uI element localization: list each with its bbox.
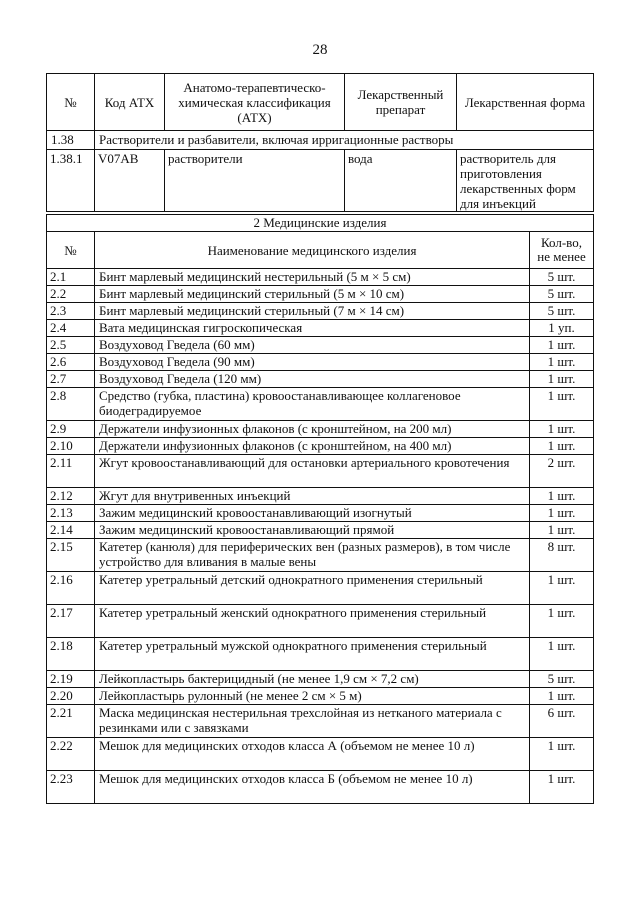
row-qty: 1 шт. — [530, 688, 594, 705]
row-name: Катетер уретральный женский однократного применения стерильный — [95, 605, 530, 638]
header-qty — [530, 232, 594, 269]
row-num: 2.16 — [47, 572, 95, 605]
header-qty-line2: не менее — [537, 249, 586, 264]
row-name: Маска медицинская нестерильная трехслойная из нетканого материала с резинками или с завязками — [95, 705, 530, 738]
row-qty: 6 шт. — [530, 705, 594, 738]
med-header-row — [47, 232, 594, 269]
table-row — [47, 605, 594, 638]
row-qty: 1 шт. — [530, 388, 594, 421]
row-qty: 1 шт. — [530, 522, 594, 539]
atx-section-row — [47, 131, 594, 150]
row-qty: 8 шт. — [530, 539, 594, 572]
table-row — [47, 354, 594, 371]
header-name: Наименование медицинского изделия — [95, 232, 530, 269]
row-qty: 1 шт. — [530, 572, 594, 605]
row-num: 2.8 — [47, 388, 95, 421]
row-name: Держатели инфузионных флаконов (с кронштейном, на 400 мл) — [95, 438, 530, 455]
table-row — [47, 320, 594, 337]
table-row — [47, 438, 594, 455]
table-row — [47, 539, 594, 572]
row-name: Воздуховод Гведела (90 мм) — [95, 354, 530, 371]
row-name: Лейкопластырь рулонный (не менее 2 см × 5 м) — [95, 688, 530, 705]
table-row — [47, 738, 594, 771]
row-name: Мешок для медицинских отходов класса А (объемом не менее 10 л) — [95, 738, 530, 771]
table-row — [47, 303, 594, 320]
row-name: Мешок для медицинских отходов класса Б (объемом не менее 10 л) — [95, 771, 530, 804]
header-atx-code: Код АТХ — [95, 74, 165, 131]
table-row — [47, 337, 594, 354]
atx-header-row — [47, 74, 594, 131]
row-form: растворитель для приготовления лекарственных форм для инъекций — [457, 150, 594, 212]
row-qty: 1 шт. — [530, 505, 594, 522]
row-qty: 5 шт. — [530, 671, 594, 688]
row-qty: 1 шт. — [530, 354, 594, 371]
table-row — [47, 488, 594, 505]
row-num: 2.4 — [47, 320, 95, 337]
row-name: Зажим медицинский кровоостанавливающий изогнутый — [95, 505, 530, 522]
row-num: 2.3 — [47, 303, 95, 320]
row-qty: 1 шт. — [530, 337, 594, 354]
row-num: 2.19 — [47, 671, 95, 688]
row-name: Катетер (канюля) для периферических вен (разных размеров), в том числе устройство для вливания в малые вены — [95, 539, 530, 572]
row-name: Бинт марлевый медицинский стерильный (5 м × 10 см) — [95, 286, 530, 303]
row-num: 2.6 — [47, 354, 95, 371]
table-row — [47, 455, 594, 488]
row-name: Лейкопластырь бактерицидный (не менее 1,9 см × 7,2 см) — [95, 671, 530, 688]
row-name: Бинт марлевый медицинский стерильный (7 м × 14 см) — [95, 303, 530, 320]
row-name: Воздуховод Гведела (60 мм) — [95, 337, 530, 354]
row-qty: 1 шт. — [530, 738, 594, 771]
row-num: 2.22 — [47, 738, 95, 771]
table-row — [47, 371, 594, 388]
row-name: Зажим медицинский кровоостанавливающий прямой — [95, 522, 530, 539]
table-row — [47, 705, 594, 738]
table-row — [47, 286, 594, 303]
row-num: 2.7 — [47, 371, 95, 388]
table-row — [47, 522, 594, 539]
row-num: 2.15 — [47, 539, 95, 572]
row-num: 2.9 — [47, 421, 95, 438]
row-qty: 1 шт. — [530, 371, 594, 388]
row-num: 2.23 — [47, 771, 95, 804]
table-row — [47, 269, 594, 286]
row-num: 2.12 — [47, 488, 95, 505]
header-num: № — [47, 232, 95, 269]
table-row — [47, 671, 594, 688]
section-title: Растворители и разбавители, включая ирригационные растворы — [95, 131, 594, 150]
header-form: Лекарственная форма — [457, 74, 594, 131]
row-num: 2.21 — [47, 705, 95, 738]
row-num: 2.2 — [47, 286, 95, 303]
row-classification: растворители — [165, 150, 345, 212]
row-qty: 1 шт. — [530, 421, 594, 438]
row-num: 2.17 — [47, 605, 95, 638]
row-atx-code: V07AB — [95, 150, 165, 212]
row-num: 2.1 — [47, 269, 95, 286]
row-num: 2.18 — [47, 638, 95, 671]
row-num: 2.11 — [47, 455, 95, 488]
row-qty: 1 шт. — [530, 438, 594, 455]
row-name: Воздуховод Гведела (120 мм) — [95, 371, 530, 388]
row-name: Катетер уретральный детский однократного применения стерильный — [95, 572, 530, 605]
row-drug: вода — [345, 150, 457, 212]
header-drug: Лекарственный препарат — [345, 74, 457, 131]
row-qty: 1 шт. — [530, 488, 594, 505]
table-row — [47, 388, 594, 421]
row-qty: 1 шт. — [530, 638, 594, 671]
row-num: 2.14 — [47, 522, 95, 539]
section-num: 1.38 — [47, 131, 95, 150]
row-qty: 2 шт. — [530, 455, 594, 488]
row-qty: 1 шт. — [530, 605, 594, 638]
section-title: 2 Медицинские изделия — [47, 215, 594, 232]
medical-devices-table — [46, 214, 594, 804]
row-num: 2.5 — [47, 337, 95, 354]
row-num: 2.13 — [47, 505, 95, 522]
row-qty: 5 шт. — [530, 286, 594, 303]
row-qty: 1 шт. — [530, 771, 594, 804]
row-name: Катетер уретральный мужской однократного применения стерильный — [95, 638, 530, 671]
page-number: 28 — [312, 42, 328, 58]
table-row — [47, 771, 594, 804]
table-row — [47, 688, 594, 705]
row-num: 1.38.1 — [47, 150, 95, 212]
row-qty: 5 шт. — [530, 303, 594, 320]
table-row — [47, 572, 594, 605]
row-name: Жгут для внутривенных инъекций — [95, 488, 530, 505]
table-row — [47, 505, 594, 522]
header-classification: Анатомо-терапевтическо-химическая классификация (АТХ) — [165, 74, 345, 131]
row-qty: 5 шт. — [530, 269, 594, 286]
row-name: Жгут кровоостанавливающий для остановки артериального кровотечения — [95, 455, 530, 488]
header-qty-line1: Кол-во, — [541, 235, 582, 250]
row-name: Бинт марлевый медицинский нестерильный (5 м × 5 см) — [95, 269, 530, 286]
row-name: Держатели инфузионных флаконов (с кронштейном, на 200 мл) — [95, 421, 530, 438]
section-title-row — [47, 215, 594, 232]
table-row — [47, 421, 594, 438]
atx-table — [46, 73, 594, 212]
header-num: № — [47, 74, 95, 131]
row-num: 2.20 — [47, 688, 95, 705]
row-qty: 1 уп. — [530, 320, 594, 337]
table-row — [47, 150, 594, 212]
table-row — [47, 638, 594, 671]
row-name: Вата медицинская гигроскопическая — [95, 320, 530, 337]
row-num: 2.10 — [47, 438, 95, 455]
row-name: Средство (губка, пластина) кровоостанавливающее коллагеновое биодеградируемое — [95, 388, 530, 421]
